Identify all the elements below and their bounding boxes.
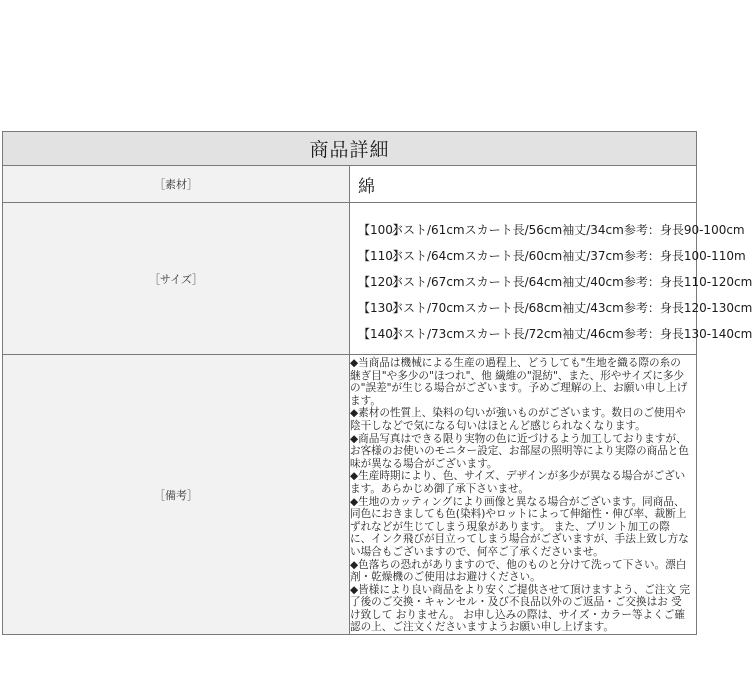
size-row-group (3, 203, 697, 355)
size-skirt-length: スカート長/60cm (464, 249, 563, 263)
size-list (350, 203, 752, 355)
note-item: ◆色落ちの恐れがありますので、他のものと分けて洗って下さい。漂白剤・乾燥機のご使用はお避けください。 (350, 558, 687, 584)
size-skirt-length: スカート長/56cm (464, 223, 563, 237)
note-item: ◆当商品は機械による生産の過程上、どうしても"生地を織る際の糸の継ぎ目"や多少の"ほつれ"、他 繊維の"混紡"、また、形やサイズに多少の"誤差"が生じる場合がございます。予めご理解の上、お願い申し上げます。 (350, 357, 688, 407)
size-code: 【120】 (358, 275, 405, 289)
size-row (358, 243, 746, 269)
size-skirt-length: スカート長/72cm (464, 327, 563, 341)
size-sleeve: 袖丈/43cm (562, 301, 624, 315)
size-row (358, 217, 745, 243)
size-skirt-length: スカート長/68cm (464, 301, 563, 315)
size-bust: バスト/70cm (391, 301, 465, 315)
size-reference-height: 参考：身長120-130cm (623, 301, 752, 315)
size-sleeve: 袖丈/40cm (562, 275, 624, 289)
size-sleeve: 袖丈/46cm (562, 327, 624, 341)
size-code: 【100】 (358, 223, 405, 237)
size-label: ［サイズ］ (3, 203, 350, 355)
size-bust: バスト/64cm (391, 249, 465, 263)
notes-list (350, 355, 697, 635)
product-details-table (2, 131, 752, 635)
size-bust: バスト/67cm (391, 275, 465, 289)
note-item: ◆商品写真はできる限り実物の色に近づけるよう加工しておりますが、お客様のお使いのモニター設定、お部屋の照明等により実際の商品と色味が異なる場合がございます。 (350, 432, 689, 470)
size-bust: バスト/61cm (391, 223, 465, 237)
size-skirt-length: スカート長/64cm (464, 275, 563, 289)
note-item: ◆生地のカッティングにより画像と異なる場合がございます。同商品、同色におきましても色(染料)やロットによって伸縮性・伸び率、裁断上ずれなどが生じてしまう現象があります。 また、プリント加工の際に、インク飛びが目立ってしまう場合がございますが、手法上致し方ない場合もございますので、何卒ご了承くださいませ。 (350, 495, 689, 558)
note-item: ◆皆様により良い商品をより安くご提供させて頂けますよう、ご注文 完了後のご交換・キャンセル・及び不良品以外のご返品・ご交換はお 受け致して おりません。 お申し込みの際は、サイズ・カラー等よくご確認の上、ご注文くださいますようお願い申し上げます。 (350, 583, 690, 634)
size-row (358, 269, 752, 295)
size-code: 【110】 (358, 249, 405, 263)
size-reference-height: 参考：身長130-140cm (623, 327, 752, 341)
size-sleeve: 袖丈/37cm (562, 249, 624, 263)
size-bust: バスト/73cm (391, 327, 465, 341)
size-code: 【140】 (358, 327, 405, 341)
notes-row (3, 355, 697, 635)
size-sleeve: 袖丈/34cm (562, 223, 624, 237)
product-details-title: 商品詳細 (3, 132, 697, 166)
notes-label: ［備考］ (3, 355, 350, 635)
size-row (358, 295, 752, 321)
size-reference-height: 参考：身長100-110m (623, 249, 746, 263)
note-item: ◆素材の性質上、染料の匂いが強いものがございます。数日のご使用や陰干しなどで気になる匂いはほとんど感じられなくなります。 (350, 407, 686, 432)
material-label: ［素材］ (3, 166, 350, 203)
size-reference-height: 参考：身長110-120cm (623, 275, 752, 289)
size-reference-height: 参考：身長90-100cm (623, 223, 745, 237)
size-row (358, 321, 752, 347)
size-code: 【130】 (358, 301, 405, 315)
material-value: 綿 (350, 166, 697, 203)
note-item: ◆生産時期により、色、サイズ、デザインが多少が異なる場合がございます。あらかじめ御了承下さいませ。 (350, 470, 686, 495)
material-row (3, 166, 697, 203)
